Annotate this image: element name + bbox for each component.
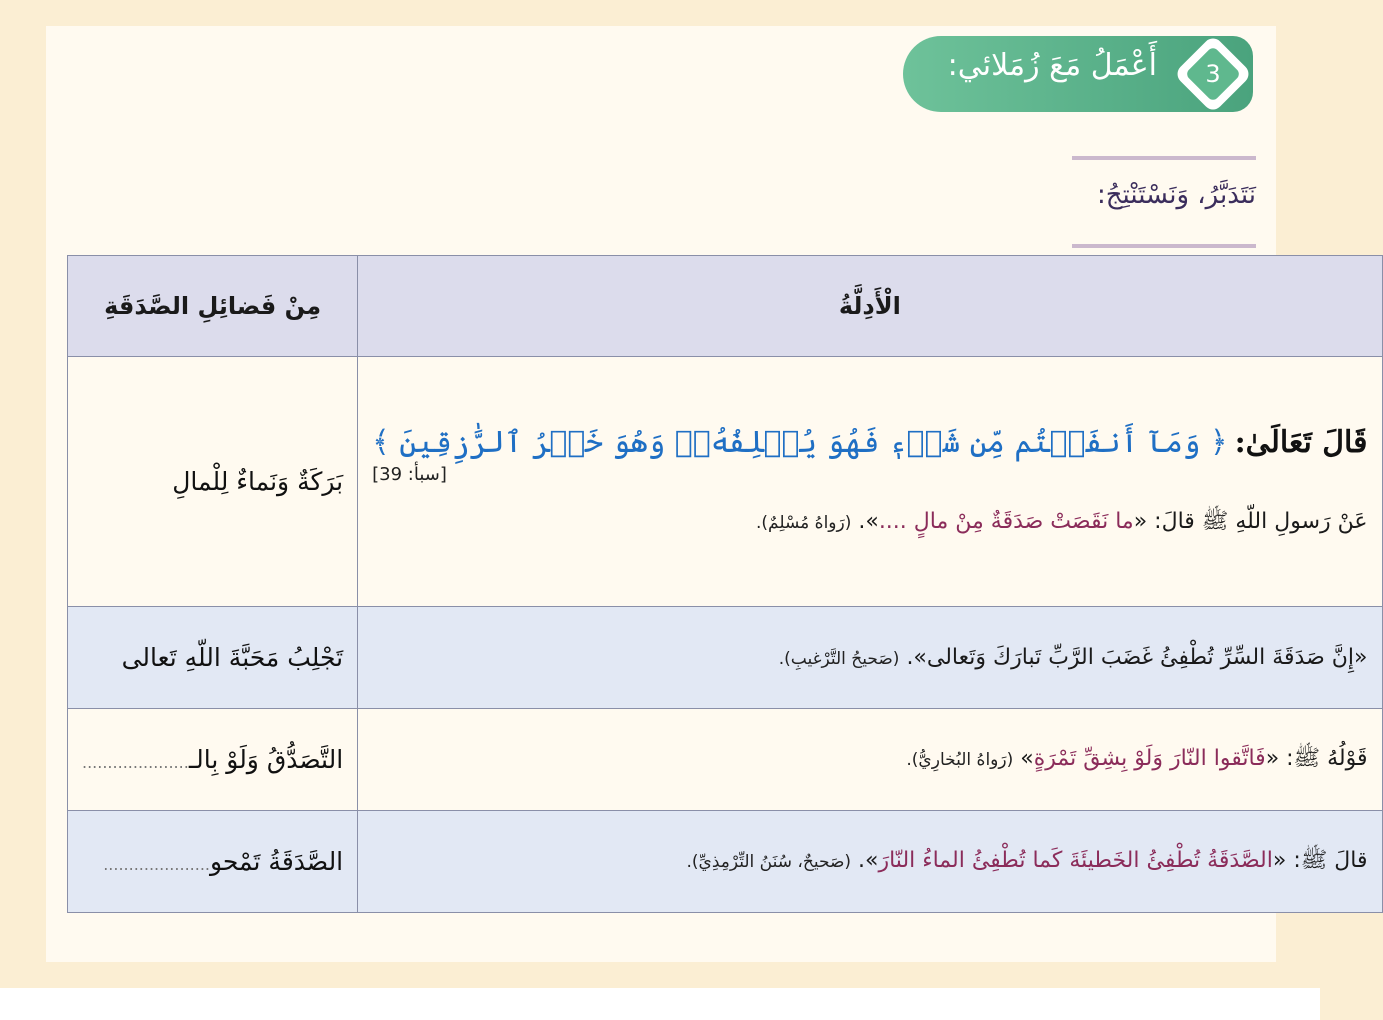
quran-reference: [سبأ: 39] bbox=[372, 463, 447, 485]
hadith-text: الصَّدَقَةُ تُطْفِئُ الخَطيئَةَ كَما تُطْفِئُ الماءُ النّارَ bbox=[878, 847, 1273, 873]
virtue-cell bbox=[68, 607, 358, 709]
hadith-close: ». bbox=[858, 508, 879, 534]
hadith-source: (رَواهُ البُخارِيُّ). bbox=[906, 749, 1014, 770]
bottom-white-strip bbox=[0, 988, 1320, 1020]
hadith-text: ما نَقَصَتْ صَدَقَةٌ مِنْ مالٍ .... bbox=[878, 508, 1134, 534]
table-row bbox=[68, 811, 1383, 913]
table-row bbox=[68, 357, 1383, 607]
hadith-text: فَاتَّقوا النّارَ وَلَوْ بِشِقِّ تَمْرَةٍ bbox=[1033, 745, 1266, 771]
hadith-text: «إِنَّ صَدَقَةَ السِّرِّ تُطْفِئُ غَضَبَ الرَّبِّ تَبارَكَ وَتَعالى». bbox=[906, 645, 1368, 670]
bottom-band bbox=[0, 962, 1320, 988]
subtitle: نَتَدَبَّرُ، وَنَسْتَنْتِجُ: bbox=[1096, 180, 1256, 210]
virtue-text: بَرَكَةٌ وَنَماءٌ لِلْمالِ bbox=[172, 467, 344, 496]
virtue-text: تَجْلِبُ مَحَبَّةَ اللّهِ تَعالى bbox=[121, 643, 344, 672]
section-header bbox=[903, 36, 1253, 112]
hadith-close: » bbox=[1020, 745, 1034, 771]
evidence-cell bbox=[358, 709, 1382, 811]
hadith-source: (رَواهُ مُسْلِمٌ). bbox=[756, 512, 852, 533]
fill-in-blank[interactable]: ..................... bbox=[103, 855, 210, 874]
section-number-badge bbox=[1173, 34, 1252, 113]
fill-in-blank[interactable]: ..................... bbox=[82, 753, 189, 772]
section-number: 3 bbox=[1205, 60, 1221, 88]
table-row bbox=[68, 709, 1383, 811]
virtue-text: التَّصَدُّقُ وَلَوْ بِالـ bbox=[188, 745, 344, 774]
table-row bbox=[68, 607, 1383, 709]
section-title: أَعْمَلُ مَعَ زُمَلائي: bbox=[947, 48, 1157, 83]
evidence-table bbox=[67, 255, 1383, 913]
hadith-source: (صَحيحُ التَّرْغيبِ). bbox=[778, 649, 900, 669]
hadith-intro: عَنْ رَسولِ اللّهِ ﷺ قالَ: « bbox=[1133, 508, 1368, 534]
header-evidence: الْأَدِلَّةُ bbox=[358, 256, 1382, 357]
virtue-cell bbox=[68, 811, 358, 913]
virtue-cell bbox=[68, 357, 358, 607]
virtue-cell bbox=[68, 709, 358, 811]
header-virtues: مِنْ فَضائِلِ الصَّدَقَةِ bbox=[68, 256, 358, 357]
hadith-intro: قَوْلُهُ ﷺ: « bbox=[1265, 745, 1368, 771]
hadith-close: ». bbox=[858, 847, 879, 873]
evidence-cell bbox=[358, 357, 1382, 607]
evidence-cell bbox=[358, 607, 1382, 709]
virtue-text: الصَّدَقَةُ تَمْحو bbox=[210, 847, 344, 876]
quran-lead: قَالَ تَعَالَىٰ: bbox=[1234, 424, 1368, 460]
quran-verse: ﴿ وَمَآ أَنفَقۡتُم مِّن شَيۡءٖ فَهُوَ يُخۡلِفُهُۥۖ وَهُوَ خَيۡرُ ٱلرَّٰزِقِينَ ﴾ bbox=[372, 424, 1228, 460]
subtitle-box bbox=[1072, 156, 1256, 248]
hadith-source: (صَحيحٌ، سُنَنُ التِّرْمِذِيِّ). bbox=[686, 851, 852, 872]
evidence-cell bbox=[358, 811, 1382, 913]
hadith-intro: قالَ ﷺ: « bbox=[1272, 847, 1368, 873]
